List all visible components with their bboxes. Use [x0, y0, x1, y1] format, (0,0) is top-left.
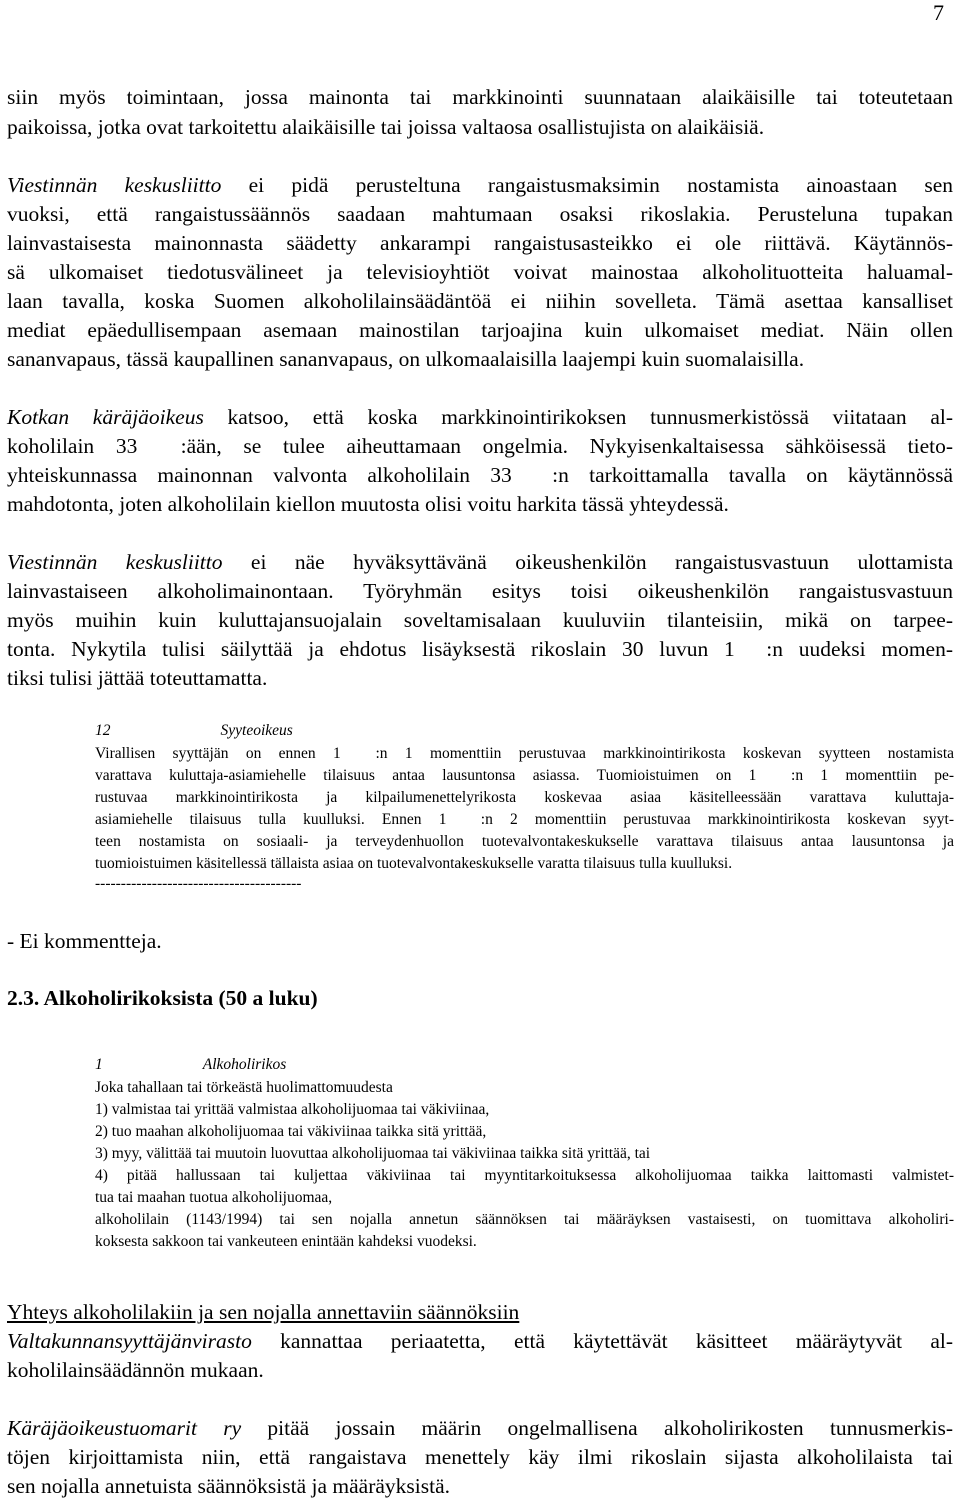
quote2-line-8: koksesta sakkoon tai vankeuteen enintään kahdeksi vuodeksi. [95, 1233, 477, 1250]
section-title: Syyteoikeus [220, 722, 293, 739]
para2-line-7: sananvapaus, tässä kaupallinen sananvapaus, on ulkomaalaisilla laajempi kuin suomalaisilla. [7, 347, 805, 371]
para3-line-4: mahdotonta, joten alkoholilain kiellon muutosta olisi voitu harkita tässä yhteydessä. [7, 492, 729, 516]
para4-text: ei näe hyväksyttävänä oikeushenkilön rangaistusvastuun ulottamista [222, 550, 954, 574]
para4-line-5: tiksi tulisi jättää toteuttamatta. [7, 666, 268, 690]
quote1-divider: ---------------------------------------- [95, 875, 302, 892]
subheading: Yhteys alkoholilakiin ja sen nojalla annettaviin säännöksiin [7, 1300, 520, 1324]
quote1-line-2: varattava kuluttaja-asiamiehelle tilaisuus antaa lausuntonsa asiassa. Tuomioistuimen on 1 :n 1 momenttiin pe- [95, 767, 954, 784]
quote1-line-3: rustuvaa markkinointirikosta ja kilpailumenettelyrikosta koskevaa asiaa käsitelleessään varattava kuluttaja- [95, 789, 954, 806]
section-number: 12 [95, 722, 111, 739]
para3-line-3: yhteiskunnassa mainonnan valvonta alkoholilain 33 :n tarkoittamalla tavalla on käytännössä [7, 463, 953, 487]
para3-text: katsoo, että koska markkinointirikoksen tunnusmerkistössä viitataan al- [203, 405, 953, 429]
para3-line-2: koholilain 33 :ään, se tulee aiheuttamaan ongelmia. Nykyisenkaltaisessa sähköisessä tieto- [7, 434, 953, 458]
quote2-line-1: Joka tahallaan tai törkeästä huolimattomuudesta [95, 1079, 393, 1096]
quote2-line-7: alkoholilain (1143/1994) tai sen nojalla annetun säännöksen tai määräyksen vastaisesti, on tuomittava alkoholiri- [95, 1211, 954, 1228]
para2-line-5: laan tavalla, koska Suomen alkoholilainsäädäntöä ei niihin sovelleta. Tämä asettaa kansalliset [7, 289, 953, 313]
quote2-line-4: 3) myy, välittää tai muutoin luovuttaa alkoholijuomaa tai väkiviinaa taikka sitä yrittää, tai [95, 1145, 651, 1162]
quote2-line-3: 2) tuo maahan alkoholijuomaa tai väkiviinaa taikka sitä yrittää, [95, 1123, 487, 1140]
quote2-line-6: tua tai maahan tuotua alkoholijuomaa, [95, 1189, 333, 1206]
para2-line-6: mediat epäedullisempaan asemaan mainostilan tarjoajina kuin ulkomaiset mediat. Näin ollen [7, 318, 953, 342]
para6-line-3: sen nojalla annetuista säännöksistä ja määräyksistä. [7, 1474, 451, 1498]
org-name: Valtakunnansyyttäjänvirasto [7, 1329, 252, 1353]
para4-line-4: tonta. Nykytila tulisi säilyttää ja ehdotus lisäyksestä rikoslain 30 luvun 1 :n uudeksi momen- [7, 637, 953, 661]
para6-line-1 [7, 1415, 953, 1442]
para5-line-2: koholilainsäädännön mukaan. [7, 1358, 264, 1382]
section-heading: 2.3. Alkoholirikoksista (50 a luku) [7, 986, 318, 1010]
quote1-line-4: asiamiehelle tilaisuus tulla kuulluksi. Ennen 1 :n 2 momenttiin perustuvaa markkinointirikosta koskevan syyt- [95, 811, 954, 828]
quote1-line-5: teen nostamista on sosiaali- ja terveydenhuollon tuotevalvontakeskukselle varattava tilaisuus antaa lausuntonsa ja [95, 833, 954, 850]
page-number: 7 [933, 0, 944, 25]
para1-line-1: siin myös toimintaan, jossa mainonta tai markkinointi suunnataan alaikäisille tai toteutetaan [7, 85, 953, 109]
para6-line-2: töjen kirjoittamista niin, että rangaistava menettely käy ilmi rikoslain sijasta alkoholilaista tai [7, 1445, 953, 1469]
quote2-line-5: 4) pitää hallussaan tai kuljettaa väkiviinaa tai myyntitarkoituksessa alkoholijuomaa taikka laittomasti valmistet- [95, 1167, 954, 1184]
para2-line-3: lainvastaisesta mainonnasta säädetty ankarampi rangaistusasteikko ei ole riittävä. Käytännös- [7, 231, 953, 255]
para2-line-4: sä ulkomaiset tiedotusvälineet ja televisioyhtiöt voivat mainostaa alkoholituotteita haluamal- [7, 260, 953, 284]
para6-text: pitää jossain määrin ongelmallisena alkoholirikosten tunnusmerkis- [241, 1416, 953, 1440]
para2-line-1 [7, 172, 953, 199]
org-name: Viestinnän keskusliitto [7, 550, 223, 574]
para5-text: kannattaa periaatetta, että käytettävät käsitteet määräytyvät al- [251, 1329, 953, 1353]
org-name: Kotkan käräjäoikeus [7, 405, 204, 429]
para3-line-1 [7, 404, 953, 431]
org-name: Viestinnän keskusliitto [7, 173, 222, 197]
no-comments: - Ei kommentteja. [7, 929, 162, 953]
quote2-line-2: 1) valmistaa tai yrittää valmistaa alkoholijuomaa tai väkiviinaa, [95, 1101, 490, 1118]
quote1-line-6: tuomioistuimen käsitellessä tällaista asiaa on tuotevalvontakeskukselle varatta tilaisuus tulla kuulluksi. [95, 855, 733, 872]
quote1-line-1: Virallisen syyttäjän on ennen 1 :n 1 momenttiin perustuvaa markkinointirikosta koskevan syytteen nostamista [95, 745, 954, 762]
section-number: 1 [95, 1056, 103, 1073]
org-name: Käräjäoikeustuomarit ry [7, 1416, 242, 1440]
para4-line-3: myös muihin kuin kuluttajansuojalain soveltamisalaan kuuluviin tilanteisiin, mikä on tarpee- [7, 608, 953, 632]
quote1-heading [95, 720, 954, 742]
para4-line-1 [7, 549, 953, 576]
section-title: Alkoholirikos [202, 1056, 287, 1073]
para4-line-2: lainvastaiseen alkoholimainontaan. Työryhmän esitys toisi oikeushenkilön rangaistusvastuun [7, 579, 953, 603]
para1-line-2: paikoissa, jotka ovat tarkoitettu alaikäisille tai joissa valtaosa osallistujista on alaikäisiä. [7, 115, 765, 139]
quote2-heading [95, 1054, 954, 1076]
para2-line-2: vuoksi, että rangaistussäännös saadaan mahtumaan osaksi rikoslakia. Perusteluna tupakan [7, 202, 953, 226]
para2-text: ei pidä perusteltuna rangaistusmaksimin nostamista ainoastaan sen [221, 173, 953, 197]
para5-line-1 [7, 1328, 953, 1355]
